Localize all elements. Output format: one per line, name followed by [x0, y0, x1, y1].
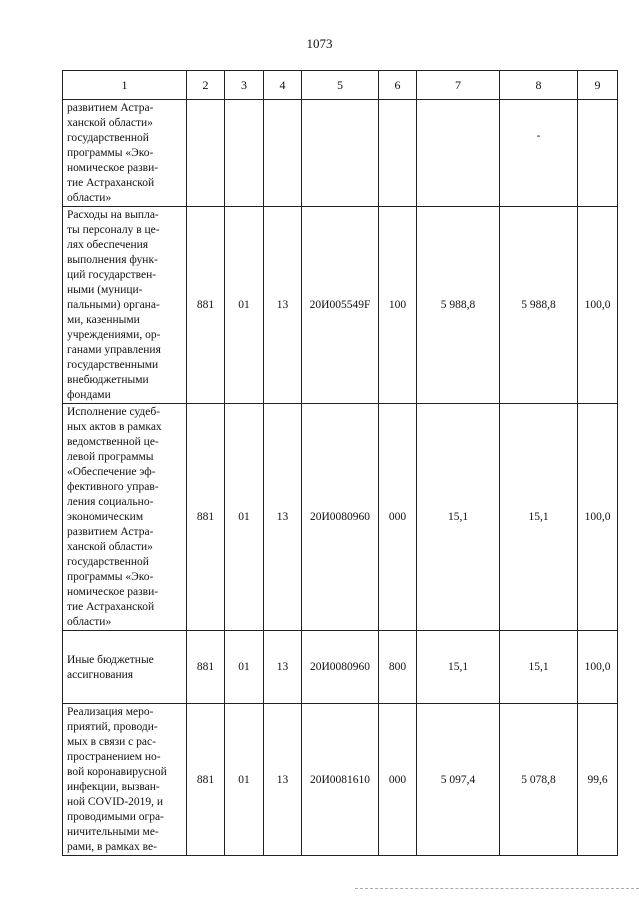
- description-line: пальными) органа-: [67, 299, 160, 311]
- cell-expense-type: 100: [379, 207, 417, 404]
- cell-subsection-code: 13: [264, 404, 302, 631]
- row-description: [63, 631, 187, 704]
- header-cell: 6: [379, 71, 417, 100]
- cell-subsection-code: 13: [264, 631, 302, 704]
- footer-divider: [355, 888, 639, 889]
- description-line: лях обеспечения: [67, 239, 149, 251]
- cell-target-article: [302, 100, 379, 207]
- description-line: ми, казенными: [67, 314, 140, 326]
- description-line: Иные бюджетные: [67, 653, 154, 666]
- description-line: Расходы на выпла-: [67, 209, 159, 221]
- cell-target-article: 20И005549F: [302, 207, 379, 404]
- cell-expense-type: 000: [379, 704, 417, 856]
- description-line: рами, в рамках ве-: [67, 841, 157, 853]
- table-row: [63, 631, 618, 704]
- cell-section-code: 01: [225, 631, 264, 704]
- header-cell: 9: [578, 71, 618, 100]
- header-cell: 8: [500, 71, 578, 100]
- description-line: проводимыми огра-: [67, 811, 164, 823]
- description-line: ганами управления: [67, 344, 161, 356]
- description-line: государственными: [67, 359, 159, 371]
- row-description: [63, 704, 187, 856]
- budget-table: [62, 70, 618, 856]
- table-header-row: [63, 71, 618, 100]
- header-cell: 1: [63, 71, 187, 100]
- page-number: 1073: [306, 36, 333, 51]
- cell-ministry-code: [187, 100, 225, 207]
- cell-percent: 100,0: [578, 631, 618, 704]
- description-line: ничительными ме-: [67, 826, 159, 838]
- description-line: ными (муници-: [67, 284, 143, 296]
- description-line: номическое разви-: [67, 586, 159, 598]
- description-line: государственной: [67, 556, 149, 568]
- header-cell: 3: [225, 71, 264, 100]
- description-line: ной COVID-2019, и: [67, 796, 164, 808]
- table-row: [63, 207, 618, 404]
- description-line: Исполнение судеб-: [67, 406, 161, 418]
- header-cell: 4: [264, 71, 302, 100]
- cell-subsection-code: 13: [264, 207, 302, 404]
- description-line: фективного управ-: [67, 481, 159, 493]
- cell-section-code: 01: [225, 404, 264, 631]
- description-line: ханской области»: [67, 117, 153, 129]
- description-line: внебюджетными: [67, 374, 149, 386]
- description-line: пространением но-: [67, 751, 161, 763]
- cell-actual-amount: 15,1: [500, 404, 578, 631]
- cell-percent: 100,0: [578, 207, 618, 404]
- description-line: тие Астраханской: [67, 177, 155, 189]
- cell-subsection-code: 13: [264, 704, 302, 856]
- description-line: экономическим: [67, 511, 144, 523]
- description-line: выполнения функ-: [67, 254, 158, 266]
- cell-target-article: 20И0080960: [302, 404, 379, 631]
- description-line: области»: [67, 192, 112, 204]
- cell-ministry-code: 881: [187, 704, 225, 856]
- cell-subsection-code: [264, 100, 302, 207]
- description-line: программы «Эко-: [67, 571, 154, 583]
- description-line: области»: [67, 616, 112, 628]
- description-line: государственной: [67, 132, 149, 144]
- cell-percent: 100,0: [578, 404, 618, 631]
- description-line: учреждениями, ор-: [67, 329, 161, 341]
- description-line: ций государствен-: [67, 269, 157, 281]
- cell-expense-type: 000: [379, 404, 417, 631]
- description-line: ления социально-: [67, 496, 154, 508]
- cell-percent: 99,6: [578, 704, 618, 856]
- description-line: левой программы: [67, 451, 154, 463]
- description-line: фондами: [67, 389, 111, 401]
- cell-section-code: [225, 100, 264, 207]
- cell-actual-amount: -: [500, 100, 578, 207]
- header-cell: 7: [417, 71, 500, 100]
- cell-planned-amount: [417, 100, 500, 207]
- description-line: тие Астраханской: [67, 601, 155, 613]
- cell-planned-amount: 5 097,4: [417, 704, 500, 856]
- table-row: [63, 100, 618, 207]
- row-description: [63, 207, 187, 404]
- description-line: мых в связи с рас-: [67, 736, 156, 748]
- cell-expense-type: [379, 100, 417, 207]
- cell-target-article: 20И0081610: [302, 704, 379, 856]
- cell-section-code: 01: [225, 704, 264, 856]
- row-description: [63, 100, 187, 207]
- description-line: «Обеспечение эф-: [67, 466, 156, 478]
- cell-planned-amount: 15,1: [417, 404, 500, 631]
- header-cell: 5: [302, 71, 379, 100]
- description-line: Реализация меро-: [67, 706, 154, 718]
- description-line: номическое разви-: [67, 162, 159, 174]
- table-row: [63, 704, 618, 856]
- description-line: развитием Астра-: [67, 102, 154, 114]
- cell-actual-amount: 15,1: [500, 631, 578, 704]
- description-line: ведомственной це-: [67, 436, 159, 448]
- cell-ministry-code: 881: [187, 207, 225, 404]
- cell-target-article: 20И0080960: [302, 631, 379, 704]
- row-description: [63, 404, 187, 631]
- table-row: [63, 404, 618, 631]
- cell-expense-type: 800: [379, 631, 417, 704]
- description-line: ханской области»: [67, 541, 153, 553]
- cell-percent: [578, 100, 618, 207]
- cell-ministry-code: 881: [187, 404, 225, 631]
- description-line: вой коронавирусной: [67, 766, 167, 778]
- description-line: развитием Астра-: [67, 526, 154, 538]
- description-line: инфекции, вызван-: [67, 781, 160, 793]
- description-line: ассигнования: [67, 668, 134, 681]
- header-cell: 2: [187, 71, 225, 100]
- description-line: программы «Эко-: [67, 147, 154, 159]
- description-line: приятий, проводи-: [67, 721, 158, 733]
- cell-actual-amount: 5 988,8: [500, 207, 578, 404]
- cell-actual-amount: 5 078,8: [500, 704, 578, 856]
- cell-planned-amount: 5 988,8: [417, 207, 500, 404]
- cell-planned-amount: 15,1: [417, 631, 500, 704]
- description-line: ных актов в рамках: [67, 421, 162, 433]
- cell-ministry-code: 881: [187, 631, 225, 704]
- description-line: ты персоналу в це-: [67, 224, 160, 236]
- cell-section-code: 01: [225, 207, 264, 404]
